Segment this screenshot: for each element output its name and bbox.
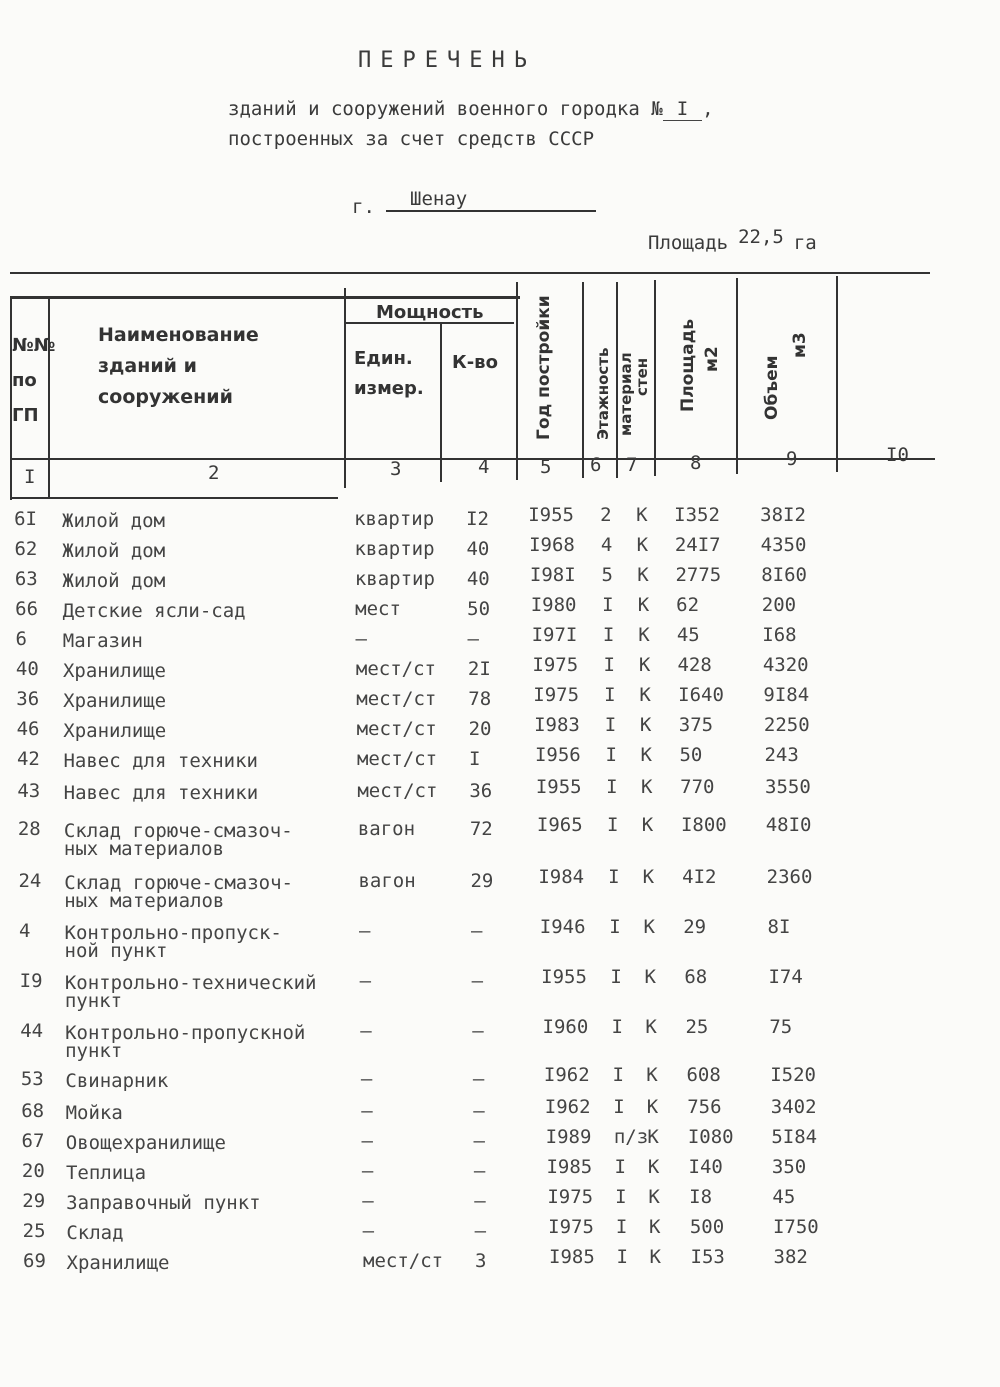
cell-num: 42	[16, 748, 40, 770]
cell-name-line: Навес для техники	[63, 750, 258, 772]
header-volume	[758, 332, 814, 420]
cell-mat: К	[649, 1246, 661, 1268]
header-name-line: зданий и	[98, 355, 197, 377]
cell-year: I975	[548, 1216, 594, 1238]
cell-qty: –	[473, 1100, 485, 1122]
subtitle-line-2: построенных за счет средств СССР	[228, 128, 595, 150]
cell-area: 375	[678, 714, 714, 736]
cell-year: I984	[538, 866, 585, 888]
header-num-line: по	[12, 370, 37, 391]
cell-area: 500	[689, 1216, 725, 1238]
cell-volume: 4320	[762, 654, 809, 676]
cell-unit: мест/ст	[355, 658, 436, 680]
cell-num: 25	[22, 1220, 46, 1242]
cell-qty: 20	[468, 718, 492, 740]
cell-floors: I	[614, 1156, 626, 1178]
cell-name	[63, 750, 257, 772]
cell-volume: 243	[764, 744, 799, 766]
cell-name	[62, 540, 165, 562]
cell-mat: К	[648, 1186, 660, 1208]
cell-year: I985	[549, 1246, 595, 1268]
col-border-3	[440, 322, 442, 482]
cell-floors: I	[603, 654, 615, 676]
cell-name	[63, 720, 166, 742]
header-qty: К-во	[452, 352, 498, 373]
cell-volume: 3550	[765, 776, 811, 798]
col-number-7: 7	[626, 454, 638, 476]
cell-unit: –	[361, 1100, 373, 1122]
cell-num: 24	[18, 870, 42, 892]
cell-floors: I	[613, 1096, 625, 1118]
cell-volume: 9I84	[763, 684, 810, 706]
cell-mat: К	[639, 684, 651, 706]
cell-unit: вагон	[358, 870, 416, 892]
cell-name	[62, 570, 165, 592]
cell-name-line: пункт	[64, 990, 123, 1012]
cell-floors: п/з	[613, 1126, 649, 1148]
cell-volume: 2250	[763, 714, 810, 736]
header-unit	[354, 344, 424, 404]
cell-num: 69	[23, 1250, 46, 1272]
cell-unit: –	[362, 1190, 374, 1212]
cell-mat: К	[645, 1016, 657, 1038]
cell-volume: I68	[762, 624, 797, 646]
cell-floors: I	[602, 594, 614, 616]
col-number-2: 2	[208, 462, 220, 484]
cell-unit: –	[355, 628, 367, 650]
cell-name	[67, 1252, 170, 1274]
cell-qty: 72	[469, 818, 493, 840]
cell-volume: 8I	[767, 916, 791, 938]
cell-mat: К	[640, 744, 652, 766]
cell-name	[64, 782, 258, 804]
cell-unit: вагон	[357, 818, 416, 840]
cell-mat: К	[636, 504, 648, 526]
col-border-9	[836, 276, 838, 472]
cell-num: 66	[15, 598, 39, 620]
cell-area: I800	[680, 814, 727, 836]
cell-name-line: Хранилище	[62, 660, 166, 682]
col-number-6: 6	[590, 454, 602, 476]
cell-area: 68	[684, 966, 708, 988]
cell-floors: I	[615, 1216, 628, 1238]
cell-num: 46	[16, 718, 40, 740]
cell-name-line: Детские ясли-сад	[62, 600, 246, 622]
cell-year: I960	[542, 1016, 589, 1038]
header-capacity: Мощность	[376, 302, 484, 323]
cell-unit: –	[359, 970, 372, 992]
area-unit: га	[793, 232, 817, 254]
cell-num: 36	[16, 688, 40, 710]
city-label: г.	[352, 196, 375, 218]
cell-volume: 3402	[770, 1096, 817, 1118]
cell-floors: I	[612, 1064, 624, 1086]
cell-unit: мест/ст	[356, 688, 437, 710]
cell-year: I985	[546, 1156, 593, 1178]
cell-mat: К	[638, 624, 650, 646]
cell-volume: 200	[761, 594, 797, 616]
col-number-1: I	[24, 466, 36, 488]
cell-mat: К	[639, 714, 652, 736]
header-year: Год постройки	[534, 295, 554, 440]
city-name: Шенау	[386, 188, 596, 212]
cell-area: 24I7	[674, 534, 721, 556]
cell-unit: мест/ст	[363, 1250, 444, 1272]
cell-qty: 40	[466, 568, 490, 590]
cell-year: I962	[543, 1064, 590, 1086]
cell-year: I975	[532, 654, 579, 676]
cell-area: 756	[687, 1096, 722, 1118]
header-material-line: материал	[617, 352, 635, 436]
cell-floors: I	[606, 776, 618, 798]
cell-num: 28	[17, 818, 41, 840]
cell-mat: К	[642, 866, 655, 888]
col-number-9: 9	[786, 448, 798, 470]
cell-qty: –	[474, 1190, 486, 1212]
cell-name-line: Склад горюче-смазоч-	[64, 872, 293, 894]
cell-name	[64, 872, 293, 912]
cell-name-line: ных материалов	[63, 838, 225, 860]
col-number-8: 8	[690, 452, 702, 474]
cell-num: 4	[19, 920, 31, 942]
cell-area: I8	[689, 1186, 713, 1208]
cell-num: 63	[14, 568, 38, 590]
header-name-line: Наименование	[98, 324, 259, 346]
cell-name-line: Заправочный пункт	[66, 1192, 261, 1214]
cell-unit: квартир	[354, 508, 435, 530]
cell-name	[66, 1162, 146, 1184]
cell-mat: К	[641, 776, 653, 798]
cell-floors: 2	[600, 504, 612, 526]
cell-name-line: пункт	[65, 1040, 123, 1062]
cell-year: I965	[536, 814, 583, 836]
header-top-rule	[10, 272, 930, 274]
cell-name	[62, 510, 165, 532]
cell-area: 2775	[675, 564, 722, 586]
cell-name-line: Контрольно-пропуск-	[64, 922, 282, 944]
cell-year: I962	[544, 1096, 591, 1118]
cell-area: 25	[685, 1016, 709, 1038]
cell-area: 4I2	[682, 866, 717, 888]
cell-area: 45	[676, 624, 700, 646]
cell-name	[66, 1222, 123, 1244]
cell-volume: 5I84	[771, 1126, 818, 1148]
cell-volume: 48I0	[765, 814, 812, 836]
cell-num: 20	[21, 1160, 45, 1182]
cell-volume: 2360	[766, 866, 813, 888]
cell-floors: I	[611, 1016, 623, 1038]
cell-year: I98I	[529, 564, 576, 586]
cell-name-line: Хранилище	[63, 690, 167, 712]
cell-num: 29	[22, 1190, 46, 1212]
header-num-line: №№	[12, 335, 56, 356]
header-area	[676, 319, 724, 412]
cell-qty: 3	[475, 1250, 487, 1272]
cell-name-line: Теплица	[65, 1162, 147, 1184]
subtitle-prefix: зданий и сооружений военного городка №	[228, 98, 663, 120]
col-number-4: 4	[478, 456, 490, 478]
cell-year: I955	[528, 504, 574, 526]
col-number-5: 5	[540, 456, 552, 478]
town-number: I	[663, 98, 702, 121]
header-volume-line: Объем	[762, 355, 782, 420]
cell-qty: 40	[466, 538, 490, 560]
cell-num: 6	[15, 628, 27, 650]
header-name	[98, 320, 259, 413]
cell-qty: –	[473, 1160, 486, 1182]
cell-qty: –	[471, 920, 483, 942]
cell-qty: 50	[467, 598, 491, 620]
cell-floors: I	[605, 744, 617, 766]
cell-num: 68	[21, 1100, 45, 1122]
cell-qty: –	[471, 970, 484, 992]
cell-unit: квартир	[354, 568, 435, 590]
cell-name	[65, 1022, 305, 1062]
cell-name	[63, 600, 246, 622]
subtitle-line-1	[228, 98, 714, 121]
cell-unit: мест/ст	[356, 748, 438, 770]
cell-name-line: ной пункт	[64, 940, 168, 962]
cell-volume: I74	[768, 966, 803, 988]
cell-year: I989	[545, 1126, 592, 1148]
cell-mat: К	[647, 1126, 659, 1148]
cell-name	[63, 630, 143, 652]
cell-mat: К	[637, 564, 649, 586]
header-volume-line: м3	[790, 332, 810, 358]
col-number-3: 3	[390, 458, 402, 480]
cell-num: 67	[21, 1130, 45, 1152]
cell-unit: –	[360, 1020, 372, 1042]
cell-mat: К	[644, 966, 656, 988]
header-area-line: Площадь	[678, 318, 698, 412]
cell-num: 62	[14, 538, 38, 560]
header-material-line: стен	[633, 357, 651, 396]
header-rule-2	[10, 296, 520, 299]
cell-year: I956	[534, 744, 581, 766]
cell-qty: 2I	[467, 658, 491, 680]
subtitle-suffix: ,	[702, 98, 714, 120]
cell-name-line: Контрольно-технический	[64, 972, 317, 994]
header-num-line: ГП	[12, 405, 39, 426]
cell-name-line: Контрольно-пропускной	[65, 1022, 306, 1044]
cell-year: I975	[533, 684, 580, 706]
cell-unit: –	[361, 1130, 373, 1152]
col-border-8	[736, 278, 738, 474]
col-number-10: I0	[886, 444, 909, 466]
cell-area: I640	[678, 684, 724, 706]
cell-volume: 38I2	[760, 504, 806, 526]
cell-floors: I	[616, 1246, 628, 1268]
cell-qty: –	[473, 1130, 485, 1152]
cell-area: 770	[680, 776, 715, 798]
cell-mat: К	[646, 1064, 658, 1086]
cell-qty: –	[467, 628, 479, 650]
cell-year: I946	[539, 916, 586, 938]
cell-year: I983	[534, 714, 580, 736]
cell-floors: I	[615, 1186, 627, 1208]
cell-unit: –	[362, 1220, 375, 1242]
header-bottom-rule	[10, 497, 338, 499]
cell-num: 6I	[14, 508, 37, 530]
cell-volume: 45	[772, 1186, 796, 1208]
cell-volume: I750	[772, 1216, 819, 1238]
cell-name	[65, 922, 282, 962]
cell-floors: I	[606, 814, 619, 836]
cell-mat: К	[638, 654, 651, 676]
cell-unit: мест/ст	[357, 780, 438, 802]
cell-floors: I	[608, 866, 620, 888]
cell-mat: К	[637, 594, 650, 616]
cell-unit: –	[359, 920, 371, 942]
cell-floors: I	[609, 916, 621, 938]
cell-area: I53	[690, 1246, 725, 1268]
cell-unit: квартир	[354, 538, 435, 560]
cell-volume: 382	[773, 1246, 808, 1268]
cell-num: 53	[20, 1068, 44, 1090]
cell-year: I975	[547, 1186, 594, 1208]
cell-qty: 36	[469, 780, 493, 802]
cell-qty: I2	[466, 508, 489, 530]
cell-floors: I	[604, 684, 616, 706]
cell-mat: К	[643, 916, 655, 938]
cell-unit: мест	[355, 598, 401, 620]
cell-name-line: Мойка	[65, 1102, 123, 1124]
cell-unit: –	[360, 1068, 373, 1090]
cell-volume: 350	[771, 1156, 807, 1178]
cell-area: 428	[677, 654, 712, 676]
cell-area: I352	[674, 504, 720, 526]
cell-num: 43	[17, 780, 41, 802]
cell-qty: 29	[470, 870, 494, 892]
cell-name-line: Жилой дом	[62, 510, 165, 532]
cell-num: 40	[15, 658, 39, 680]
cell-volume: I520	[770, 1064, 816, 1086]
cell-name-line: Свинарник	[65, 1070, 169, 1092]
cell-floors: I	[604, 714, 617, 736]
cell-name	[66, 1192, 260, 1214]
cell-year: I97I	[531, 624, 578, 646]
cell-volume: 4350	[760, 534, 807, 556]
cell-floors: 4	[600, 534, 613, 556]
col-border-5	[582, 282, 584, 478]
cell-floors: I	[602, 624, 615, 646]
cell-name-line: Хранилище	[66, 1252, 170, 1274]
header-unit-line: Един.	[354, 348, 413, 369]
area-label: Площадь	[648, 232, 729, 254]
cell-mat: К	[636, 534, 649, 556]
area-value: 22,5	[738, 226, 784, 248]
total-area	[648, 226, 817, 254]
cell-name-line: Магазин	[62, 630, 143, 652]
cell-num: 44	[20, 1020, 44, 1042]
cell-qty: –	[472, 1068, 485, 1090]
cell-name-line: ных материалов	[64, 890, 225, 912]
cell-qty: –	[474, 1220, 487, 1242]
cell-floors: I	[610, 966, 622, 988]
cell-year: I968	[529, 534, 575, 556]
cell-year: I955	[541, 966, 587, 988]
header-num	[12, 328, 55, 433]
header-material	[618, 352, 650, 436]
cell-name-line: Жилой дом	[62, 570, 166, 592]
cell-volume: 75	[769, 1016, 793, 1038]
cell-name-line: Жилой дом	[62, 540, 166, 562]
cell-floors: 5	[601, 564, 613, 586]
cell-name	[66, 1102, 123, 1124]
cell-num: I9	[19, 970, 43, 992]
col-border-7	[654, 280, 656, 476]
cell-unit: мест/ст	[356, 718, 437, 740]
cell-name-line: Хранилище	[63, 720, 167, 742]
cell-name	[65, 972, 317, 1012]
cell-name-line: Склад горюче-смазоч-	[63, 820, 293, 842]
cell-name-line: Склад	[66, 1222, 124, 1244]
cell-unit: –	[361, 1160, 374, 1182]
document-title: ПЕРЕЧЕНЬ	[358, 48, 536, 73]
cell-mat: К	[648, 1216, 661, 1238]
cell-volume: 8I60	[761, 564, 807, 586]
cell-name	[63, 690, 166, 712]
cell-name	[63, 660, 166, 682]
cell-mat: К	[647, 1156, 660, 1178]
header-area-line: м2	[702, 346, 722, 372]
cell-mat: К	[646, 1096, 659, 1118]
cell-qty: I	[468, 748, 481, 770]
header-name-line: сооружений	[98, 386, 233, 408]
cell-name-line: Навес для техники	[63, 782, 259, 804]
cell-name	[66, 1132, 226, 1154]
header-floors: Этажность	[594, 347, 612, 440]
cell-mat: К	[641, 814, 654, 836]
cell-year: I955	[535, 776, 582, 798]
cell-year: I980	[530, 594, 577, 616]
cell-area: I40	[688, 1156, 723, 1178]
col-border-2	[344, 288, 346, 488]
cell-area: I080	[687, 1126, 734, 1148]
col-border-4	[516, 282, 518, 480]
cell-area: 62	[676, 594, 700, 616]
cell-name	[64, 820, 293, 860]
cell-area: 29	[683, 916, 707, 938]
cell-qty: 78	[468, 688, 492, 710]
header-unit-line: измер.	[354, 378, 424, 399]
cell-name-line: Овощехранилище	[65, 1132, 226, 1154]
cell-area: 608	[686, 1064, 721, 1086]
cell-qty: –	[472, 1020, 484, 1042]
cell-area: 50	[679, 744, 703, 766]
cell-name	[65, 1070, 168, 1092]
